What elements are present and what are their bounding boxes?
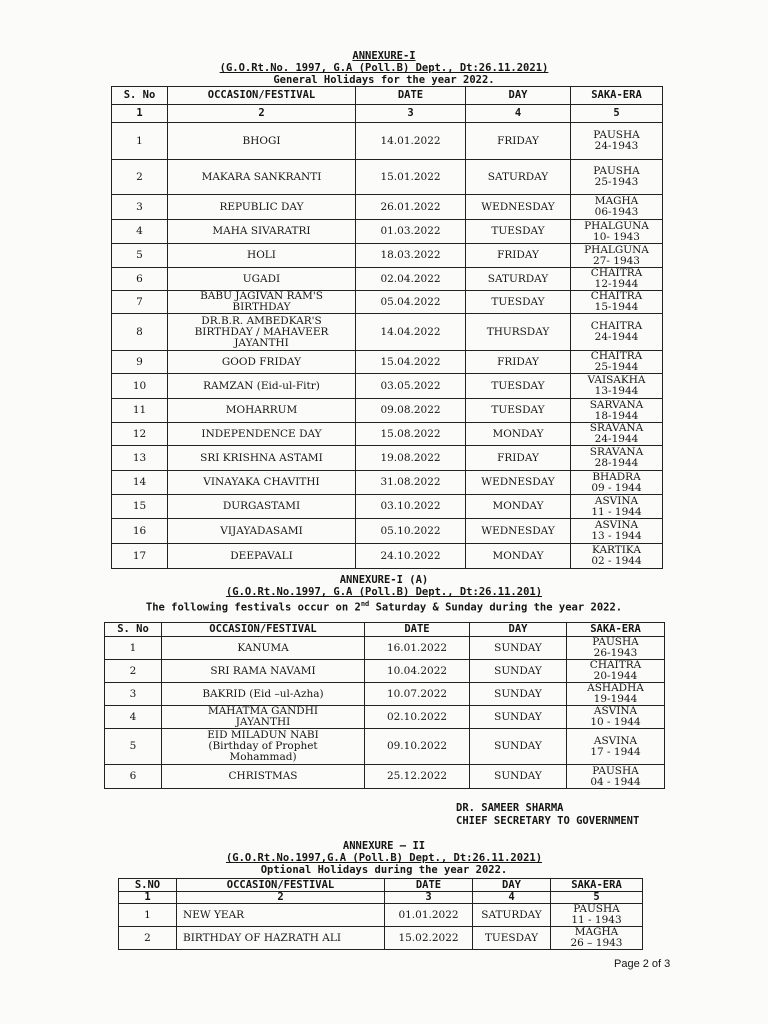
serial-number-cell: 5 — [105, 729, 162, 765]
day-cell: FRIDAY — [466, 446, 571, 471]
occasion-cell: INDEPENDENCE DAY — [168, 423, 356, 446]
saka-era-cell: PAUSHA 04 - 1944 — [567, 765, 665, 789]
page-number: Page 2 of 3 — [614, 958, 671, 970]
column-header: S. No — [112, 87, 168, 105]
saka-era-cell: KARTIKA 02 - 1944 — [571, 544, 663, 569]
saka-era-cell: ASVINA 11 - 1944 — [571, 495, 663, 519]
date-cell: 18.03.2022 — [356, 244, 466, 268]
annexure-1a-header — [0, 574, 768, 614]
table-row — [112, 244, 663, 268]
day-cell: SATURDAY — [466, 268, 571, 291]
serial-number-cell: 5 — [112, 244, 168, 268]
saka-era-cell: ASHADHA 19-1944 — [567, 683, 665, 706]
day-cell: FRIDAY — [466, 123, 571, 160]
date-cell: 09.08.2022 — [356, 399, 466, 423]
serial-number-cell: 2 — [119, 927, 177, 950]
general-holidays-table — [111, 86, 663, 569]
header-row — [112, 87, 663, 105]
column-header: DAY — [470, 623, 567, 637]
column-header: DATE — [385, 879, 473, 892]
saka-era-cell: PAUSHA 11 - 1943 — [551, 904, 643, 927]
day-cell: SUNDAY — [470, 729, 567, 765]
occasion-cell: KANUMA — [162, 637, 365, 660]
occasion-cell: DURGASTAMI — [168, 495, 356, 519]
saka-era-cell: CHAITRA 25-1944 — [571, 351, 663, 374]
table-row — [112, 399, 663, 423]
column-number: 1 — [112, 105, 168, 123]
day-cell: TUESDAY — [466, 399, 571, 423]
serial-number-cell: 1 — [105, 637, 162, 660]
serial-number-cell: 9 — [112, 351, 168, 374]
column-header: DATE — [356, 87, 466, 105]
annexure-1-title: ANNEXURE-I — [352, 50, 416, 62]
serial-number-cell: 4 — [105, 706, 162, 729]
date-cell: 25.12.2022 — [365, 765, 470, 789]
occasion-cell: BIRTHDAY OF HAZRATH ALI — [177, 927, 385, 950]
signatory-name: DR. SAMEER SHARMA — [456, 802, 564, 814]
date-cell: 14.01.2022 — [356, 123, 466, 160]
column-number: 4 — [466, 105, 571, 123]
annexure-2-ref: (G.O.Rt.No.1997,G.A (Poll.B) Dept., Dt:26.11.2021) — [225, 852, 543, 864]
table-row — [112, 268, 663, 291]
table-row — [112, 423, 663, 446]
table-row — [105, 706, 665, 729]
annexure-1-subtitle: General Holidays for the year 2022. — [273, 74, 495, 86]
serial-number-cell: 8 — [112, 314, 168, 351]
occasion-cell: VINAYAKA CHAVITHI — [168, 471, 356, 495]
column-header: S. No — [105, 623, 162, 637]
day-cell: TUESDAY — [466, 374, 571, 399]
optional-holidays-table — [118, 878, 643, 950]
table-row — [112, 471, 663, 495]
day-cell: SUNDAY — [470, 706, 567, 729]
table-row — [105, 660, 665, 683]
column-header: DATE — [365, 623, 470, 637]
saka-era-cell: PHALGUNA 10- 1943 — [571, 220, 663, 244]
occasion-cell: DEEPAVALI — [168, 544, 356, 569]
column-number: 5 — [571, 105, 663, 123]
date-cell: 15.02.2022 — [385, 927, 473, 950]
table-row — [112, 123, 663, 160]
occasion-cell: MAHA SIVARATRI — [168, 220, 356, 244]
saka-era-cell: PHALGUNA 27- 1943 — [571, 244, 663, 268]
occasion-cell: MAHATMA GANDHI JAYANTHI — [162, 706, 365, 729]
annexure-2-title: ANNEXURE – II — [342, 840, 426, 852]
occasion-cell: BABU JAGIVAN RAM'S BIRTHDAY — [168, 291, 356, 314]
saka-era-cell: PAUSHA 25-1943 — [571, 160, 663, 195]
serial-number-cell: 1 — [119, 904, 177, 927]
signatory-designation: CHIEF SECRETARY TO GOVERNMENT — [456, 815, 640, 827]
table-row — [112, 195, 663, 220]
day-cell: SUNDAY — [470, 637, 567, 660]
serial-number-cell: 6 — [112, 268, 168, 291]
serial-number-cell: 1 — [112, 123, 168, 160]
serial-number-cell: 2 — [105, 660, 162, 683]
date-cell: 15.01.2022 — [356, 160, 466, 195]
saka-era-cell: BHADRA 09 - 1944 — [571, 471, 663, 495]
saka-era-cell: ASVINA 13 - 1944 — [571, 519, 663, 544]
date-cell: 01.01.2022 — [385, 904, 473, 927]
header-row — [105, 623, 665, 637]
day-cell: TUESDAY — [466, 291, 571, 314]
annexure-1-ref: (G.O.Rt.No. 1997, G.A (Poll.B) Dept., Dt:26.11.2021) — [219, 62, 549, 74]
column-number: 3 — [385, 892, 473, 904]
date-cell: 10.04.2022 — [365, 660, 470, 683]
occasion-cell: UGADI — [168, 268, 356, 291]
table-row — [112, 291, 663, 314]
occasion-cell: BHOGI — [168, 123, 356, 160]
occasion-cell: RAMZAN (Eid-ul-Fitr) — [168, 374, 356, 399]
date-cell: 03.10.2022 — [356, 495, 466, 519]
occasion-cell: SRI KRISHNA ASTAMI — [168, 446, 356, 471]
column-header: DAY — [466, 87, 571, 105]
occasion-cell: EID MILADUN NABI (Birthday of Prophet Mohammad) — [162, 729, 365, 765]
annexure-2-subtitle: Optional Holidays during the year 2022. — [260, 864, 508, 876]
day-cell: SUNDAY — [470, 765, 567, 789]
saka-era-cell: ASVINA 10 - 1944 — [567, 706, 665, 729]
day-cell: SATURDAY — [466, 160, 571, 195]
day-cell: MONDAY — [466, 423, 571, 446]
serial-number-cell: 13 — [112, 446, 168, 471]
occasion-cell: VIJAYADASAMI — [168, 519, 356, 544]
saka-era-cell: MAGHA 26 – 1943 — [551, 927, 643, 950]
table-row — [112, 220, 663, 244]
date-cell: 15.08.2022 — [356, 423, 466, 446]
table-row — [105, 729, 665, 765]
annexure-1a-subtitle: The following festivals occur on 2nd Saturday & Sunday during the year 2022. — [145, 600, 623, 614]
day-cell: MONDAY — [466, 495, 571, 519]
date-cell: 10.07.2022 — [365, 683, 470, 706]
occasion-cell: MAKARA SANKRANTI — [168, 160, 356, 195]
date-cell: 02.04.2022 — [356, 268, 466, 291]
date-cell: 24.10.2022 — [356, 544, 466, 569]
saka-era-cell: CHAITRA 15-1944 — [571, 291, 663, 314]
column-header: SAKA-ERA — [551, 879, 643, 892]
table-row — [112, 446, 663, 471]
serial-number-cell: 14 — [112, 471, 168, 495]
occasion-cell: GOOD FRIDAY — [168, 351, 356, 374]
day-cell: WEDNESDAY — [466, 195, 571, 220]
column-number: 5 — [551, 892, 643, 904]
day-cell: SUNDAY — [470, 660, 567, 683]
column-header: OCCASION/FESTIVAL — [177, 879, 385, 892]
occasion-cell: BAKRID (Eid –ul-Azha) — [162, 683, 365, 706]
saka-era-cell: ASVINA 17 - 1944 — [567, 729, 665, 765]
date-cell: 19.08.2022 — [356, 446, 466, 471]
date-cell: 03.05.2022 — [356, 374, 466, 399]
table-row — [105, 637, 665, 660]
table-row — [119, 927, 643, 950]
day-cell: MONDAY — [466, 544, 571, 569]
saturday-sunday-festivals-table — [104, 622, 665, 789]
occasion-cell: DR.B.R. AMBEDKAR'S BIRTHDAY / MAHAVEER JAYANTHI — [168, 314, 356, 351]
saka-era-cell: CHAITRA 12-1944 — [571, 268, 663, 291]
column-number-row — [119, 892, 643, 904]
date-cell: 16.01.2022 — [365, 637, 470, 660]
occasion-cell: HOLI — [168, 244, 356, 268]
table-row — [105, 765, 665, 789]
date-cell: 05.10.2022 — [356, 519, 466, 544]
column-header: OCCASION/FESTIVAL — [168, 87, 356, 105]
day-cell: FRIDAY — [466, 244, 571, 268]
column-header: SAKA-ERA — [567, 623, 665, 637]
date-cell: 01.03.2022 — [356, 220, 466, 244]
saka-era-cell: VAISAKHA 13-1944 — [571, 374, 663, 399]
date-cell: 26.01.2022 — [356, 195, 466, 220]
column-number: 2 — [177, 892, 385, 904]
column-number: 4 — [473, 892, 551, 904]
serial-number-cell: 17 — [112, 544, 168, 569]
date-cell: 02.10.2022 — [365, 706, 470, 729]
day-cell: SUNDAY — [470, 683, 567, 706]
header-row — [119, 879, 643, 892]
date-cell: 15.04.2022 — [356, 351, 466, 374]
saka-era-cell: CHAITRA 24-1944 — [571, 314, 663, 351]
date-cell: 31.08.2022 — [356, 471, 466, 495]
date-cell: 14.04.2022 — [356, 314, 466, 351]
occasion-cell: SRI RAMA NAVAMI — [162, 660, 365, 683]
column-number-row — [112, 105, 663, 123]
serial-number-cell: 11 — [112, 399, 168, 423]
serial-number-cell: 12 — [112, 423, 168, 446]
table-row — [112, 160, 663, 195]
column-header: SAKA-ERA — [571, 87, 663, 105]
annexure-1a-ref: (G.O.Rt.No.1997, G.A (Poll.B) Dept., Dt:26.11.201) — [225, 586, 543, 598]
occasion-cell: CHRISTMAS — [162, 765, 365, 789]
table-row — [112, 314, 663, 351]
day-cell: TUESDAY — [466, 220, 571, 244]
date-cell: 05.04.2022 — [356, 291, 466, 314]
saka-era-cell: SRAVANA 28-1944 — [571, 446, 663, 471]
table-row — [105, 683, 665, 706]
serial-number-cell: 3 — [105, 683, 162, 706]
day-cell: TUESDAY — [473, 927, 551, 950]
table-row — [112, 374, 663, 399]
date-cell: 09.10.2022 — [365, 729, 470, 765]
column-number: 2 — [168, 105, 356, 123]
column-number: 1 — [119, 892, 177, 904]
table-row — [112, 495, 663, 519]
saka-era-cell: MAGHA 06-1943 — [571, 195, 663, 220]
annexure-1-header — [0, 50, 768, 86]
signature-block — [456, 802, 639, 828]
occasion-cell: REPUBLIC DAY — [168, 195, 356, 220]
column-header: OCCASION/FESTIVAL — [162, 623, 365, 637]
annexure-1a-title: ANNEXURE-I (A) — [339, 574, 429, 586]
serial-number-cell: 16 — [112, 519, 168, 544]
column-header: DAY — [473, 879, 551, 892]
day-cell: WEDNESDAY — [466, 519, 571, 544]
day-cell: WEDNESDAY — [466, 471, 571, 495]
table-row — [112, 544, 663, 569]
table-row — [112, 351, 663, 374]
saka-era-cell: SARVANA 18-1944 — [571, 399, 663, 423]
column-number: 3 — [356, 105, 466, 123]
serial-number-cell: 3 — [112, 195, 168, 220]
saka-era-cell: SRAVANA 24-1944 — [571, 423, 663, 446]
day-cell: THURSDAY — [466, 314, 571, 351]
occasion-cell: NEW YEAR — [177, 904, 385, 927]
serial-number-cell: 2 — [112, 160, 168, 195]
saka-era-cell: PAUSHA 24-1943 — [571, 123, 663, 160]
serial-number-cell: 10 — [112, 374, 168, 399]
day-cell: FRIDAY — [466, 351, 571, 374]
serial-number-cell: 6 — [105, 765, 162, 789]
column-header: S.NO — [119, 879, 177, 892]
saka-era-cell: PAUSHA 26-1943 — [567, 637, 665, 660]
serial-number-cell: 7 — [112, 291, 168, 314]
serial-number-cell: 4 — [112, 220, 168, 244]
annexure-2-header — [0, 840, 768, 876]
table-row — [112, 519, 663, 544]
table-row — [119, 904, 643, 927]
occasion-cell: MOHARRUM — [168, 399, 356, 423]
day-cell: SATURDAY — [473, 904, 551, 927]
saka-era-cell: CHAITRA 20-1944 — [567, 660, 665, 683]
serial-number-cell: 15 — [112, 495, 168, 519]
